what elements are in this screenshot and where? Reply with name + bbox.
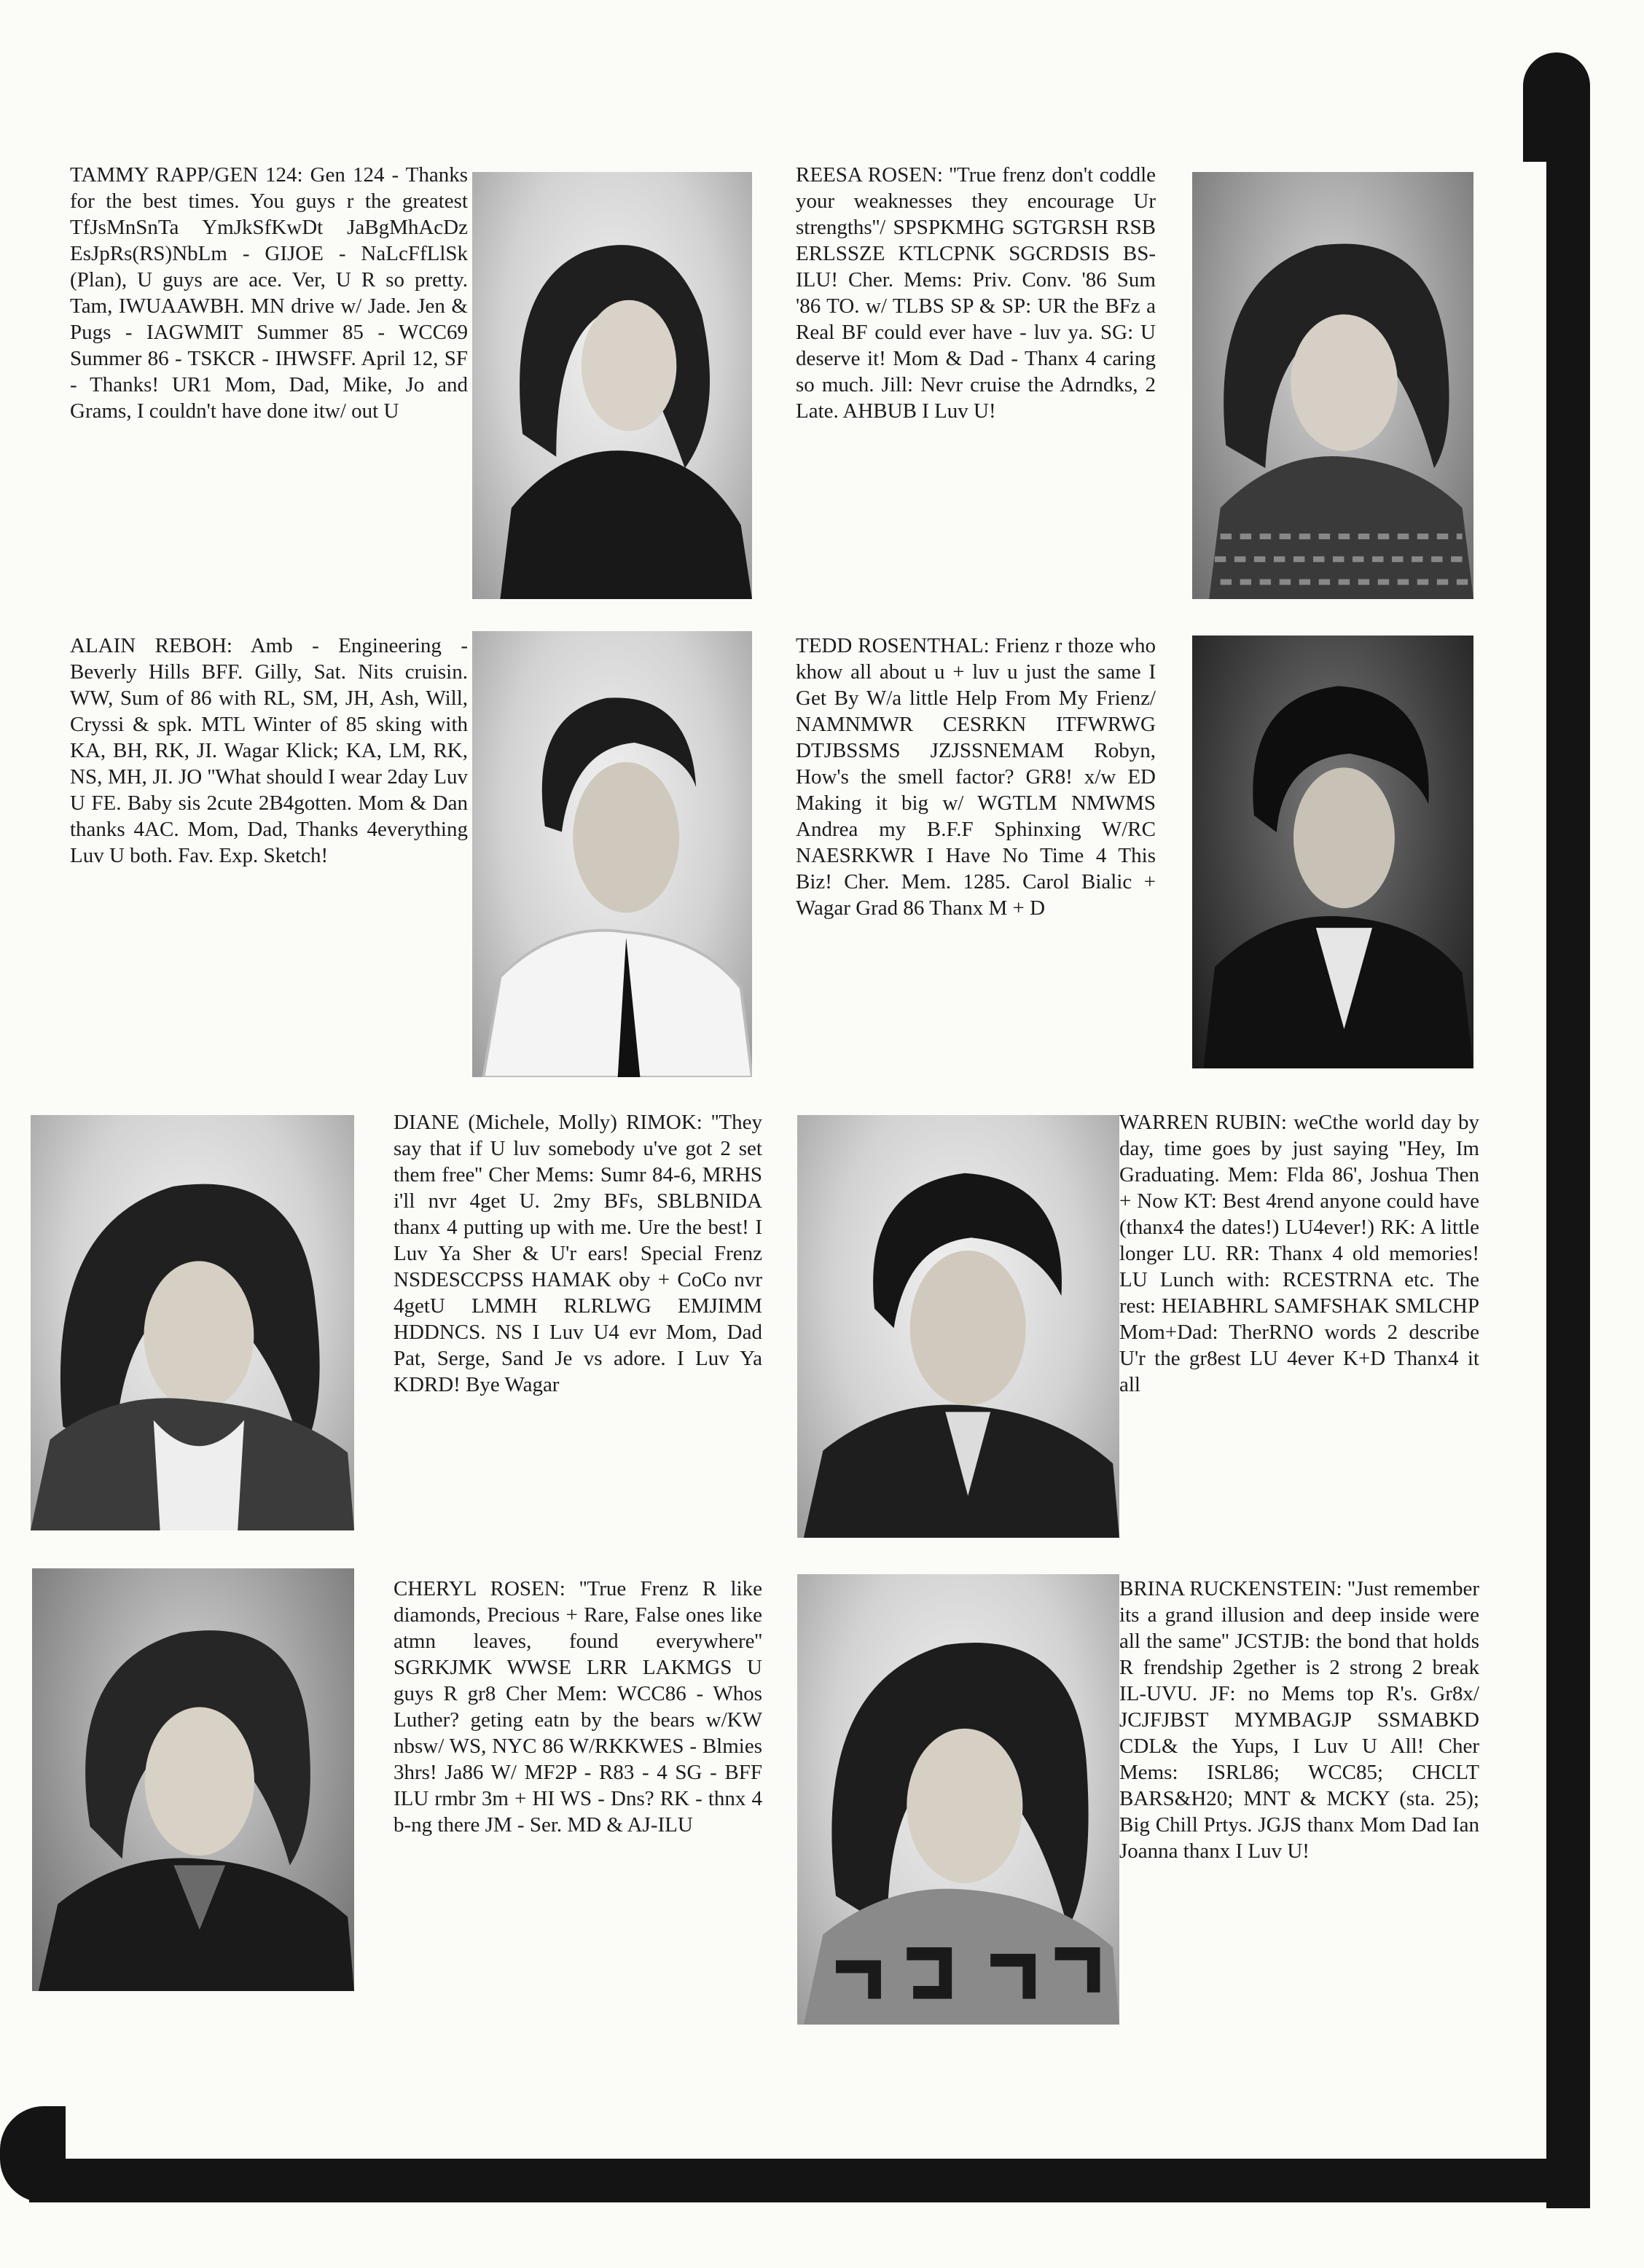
frame-corner-ornament: [0, 2106, 66, 2202]
frame-bottom-border: [29, 2159, 1590, 2202]
frame-right-border: [1546, 109, 1590, 2208]
portrait-photo-rapp: [472, 172, 752, 599]
entry-text-rapp: TAMMY RAPP/GEN 124: Gen 124 - Thanks for the best times. You guys r the greatest TfJsMnSnTa YmJkSfKwDt JaBgMhAcDz EsJpRs(RS)NbLm - GIJOE - NaLcFfLlSk (Plan), U guys are ace. Ver, U R so pretty. Tam, IWUAAWBH. MN drive w/ Jade. Jen & Pugs - IAGWMIT Summer 85 - WCC69 Summer 86 - TSKCR - IHWSFF. April 12, SF - Thanks! UR1 Mom, Dad, Mike, Jo and Grams, I couldn't have done itw/ out U: [70, 163, 468, 423]
entry-text-rimok: DIANE (Michele, Molly) RIMOK: ''They say that if U luv somebody u've got 2 set them free'' Cher Mems: Sumr 84-6, MRHS i'll nvr 4get U. 2my BFs, SBLBNIDA thanx 4 putting up with me. Ure the best! I Luv Ya Sher & U'r ears! Special Frenz NSDESCCPSS HAMAK oby + CoCo nvr 4getU LMMH RLRLWG EMJIMM HDDNCS. NS I Luv U4 evr Mom, Dad Pat, Serge, Sand Je vs adore. I Luv Ya KDRD! Bye Wagar: [394, 1111, 762, 1396]
entry-text-rosen-reesa: REESA ROSEN: ''True frenz don't coddle your weaknesses they encourage Ur strengths''/ SPSPKMHG SGTGRSH RSB ERLSSZE KTLCPNK SGCRDSIS BS-ILU! Cher. Mems: Priv. Conv. '86 Sum '86 TO. w/ TLBS SP & SP: UR the BFz a Real BF could ever have - luv ya. SG: U deserve it! Mom & Dad - Thanx 4 caring so much. Jill: Nevr cruise the Adrndks, 2 Late. AHBUB I Luv U!: [796, 163, 1156, 423]
portrait-photo-reboh: [472, 631, 752, 1077]
entry-text-ruckenstein: BRINA RUCKENSTEIN: ''Just remember its a grand illusion and deep inside were all the same'' JCSTJB: the bond that holds R frendship 2gether is 2 strong 2 break IL-UVU. JF: no Mems top R's. Gr8x/ JCJFJBST MYMBAGJP SSMABKD CDL& the Yups, I Luv U All! Cher Mems: ISRL86; WCC85; CHCLT BARS&H20; MNT & MCKY (sta. 25); Big Chill Prtys. JGJS thanx Mom Dad Ian Joanna thanx I Luv U!: [1119, 1577, 1479, 1863]
portrait-photo-rubin: [797, 1115, 1119, 1538]
entry-text-rubin: WARREN RUBIN: weCthe world day by day, time goes by just saying ''Hey, Im Graduating. Mem: Flda 86', Joshua Then + Now KT: Best 4rend anyone could have (thanx4 the dates!) LU4ever!) RK: A little longer LU. RR: Thanx 4 old memories! LU Lunch with: RCESTRNA etc. The rest: HEIABHRL SAMFSHAK SMLCHP Mom+Dad: TherRNO words 2 describe U'r the gr8est LU 4ever K+D Thanx4 it all: [1119, 1111, 1479, 1396]
portrait-photo-rosen-cheryl: [32, 1568, 354, 1991]
entry-text-rosen-cheryl: CHERYL ROSEN: ''True Frenz R like diamonds, Precious + Rare, False ones like atmn leaves, found everywhere'' SGRKJMK WWSE LRR LAKMGS U guys R gr8 Cher Mem: WCC86 - Whos Luther? geting eatn by the bears w/KW nbsw/ WS, NYC 86 W/RKKWES - Blmies 3hrs! Ja86 W/ MF2P - R83 - 4 SG - BFF ILU rmbr 3m + HI WS - Dns? RK - thnx 4 b-ng there JM - Ser. MD & AJ-ILU: [394, 1577, 762, 1837]
portrait-photo-rosenthal: [1192, 636, 1473, 1068]
entry-text-reboh: ALAIN REBOH: Amb - Engineering - Beverly Hills BFF. Gilly, Sat. Nits cruisin. WW, Sum of 86 with RL, SM, JH, Ash, Will, Cryssi & spk. MTL Winter of 85 sking with KA, BH, RK, JI. Wagar Klick; KA, LM, RK, NS, MH, JI. JO ''What should I wear 2day Luv U FE. Baby sis 2cute 2B4gotten. Mom & Dan thanks 4AC. Mom, Dad, Thanks 4everything Luv U both. Fav. Exp. Sketch!: [70, 634, 468, 867]
portrait-photo-rosen-reesa: [1192, 172, 1473, 599]
portrait-photo-ruckenstein: [797, 1574, 1119, 2025]
entry-text-rosenthal: TEDD ROSENTHAL: Frienz r thoze who khow all about u + luv u just the same I Get By W/a little Help From My Frienz/ NAMNMWR CESRKN ITFWRWG DTJBSSMS JZJSSNEMAM Robyn, How's the smell factor? GR8! x/w ED Making it big w/ WGTLM NMWMS Andrea my B.F.F Sphinxing W/RC NAESRKWR I Have No Time 4 This Biz! Cher. Mem. 1285. Carol Bialic + Wagar Grad 86 Thanx M + D: [796, 634, 1156, 920]
portrait-photo-rimok: [31, 1115, 354, 1530]
